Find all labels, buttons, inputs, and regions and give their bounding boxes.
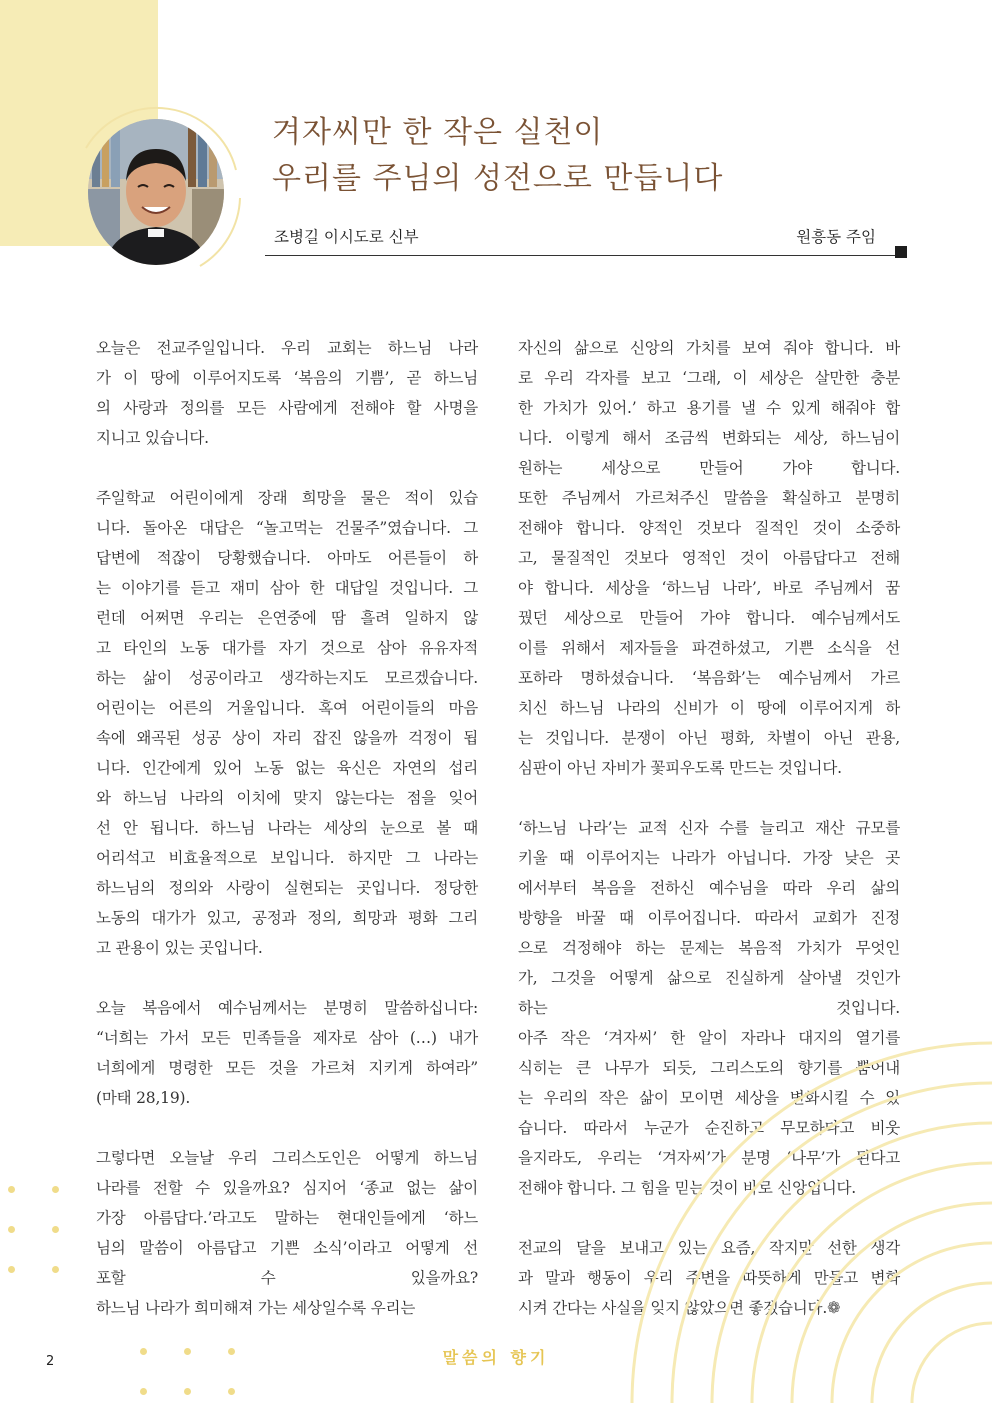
body-text-line: 포하라 명하셨습니다. ‘복음화’는 예수님께서 가르 xyxy=(518,669,900,687)
body-text-line: 가장 아름답다.’라고도 말하는 현대인들에게 ‘하느 xyxy=(96,1209,478,1227)
divider-square-mark xyxy=(895,246,907,258)
body-text-line: ‘하느님 나라’는 교적 신자 수를 늘리고 재산 규모를 xyxy=(518,819,900,837)
author-portrait xyxy=(88,119,224,265)
body-text-line: 하는 것입니다. xyxy=(518,999,900,1017)
body-text-line: 하는 삶이 성공이라고 생각하는지도 모르겠습니다. xyxy=(96,669,478,687)
body-text-line: 런데 어쩌면 우리는 은연중에 땀 흘려 일하지 않 xyxy=(96,609,478,627)
body-text-line: 선 안 됩니다. 하느님 나라는 세상의 눈으로 볼 때 xyxy=(96,819,478,837)
body-text-line: 그렇다면 오늘날 우리 그리스도인은 어떻게 하느님 xyxy=(96,1149,478,1167)
decorative-dot xyxy=(52,1186,59,1193)
body-text-line: 에서부터 복음을 전하신 예수님을 따라 우리 삶의 xyxy=(518,879,900,897)
body-text-line: 속에 왜곡된 성공 상이 자리 잡진 않을까 걱정이 됩 xyxy=(96,729,478,747)
body-text-line: 오늘은 전교주일입니다. 우리 교회는 하느님 나라 xyxy=(96,339,478,357)
body-text-line: 나라를 전할 수 있을까요? 심지어 ‘종교 없는 삶이 xyxy=(96,1179,478,1197)
body-text-line: 와 하느님 나라의 이치에 맞지 않는다는 점을 잊어 xyxy=(96,789,478,807)
body-text-line: 지니고 있습니다. xyxy=(96,429,209,447)
body-text-line: 치신 하느님 나라의 신비가 이 땅에 이루어지게 하 xyxy=(518,699,900,717)
body-text-line: 꿨던 세상으로 만들어 가야 합니다. 예수님께서도 xyxy=(518,609,900,627)
decorative-dot xyxy=(8,1186,15,1193)
body-text-line: 니다. 돌아온 대답은 “놀고먹는 건물주”였습니다. 그 xyxy=(96,519,478,537)
body-text-line: 하느님의 정의와 사랑이 실현되는 곳입니다. 정당한 xyxy=(96,879,478,897)
decorative-dot xyxy=(8,1266,15,1273)
body-text-line: 심판이 아닌 자비가 꽃피우도록 만드는 것입니다. xyxy=(518,759,842,777)
body-text-line: 방향을 바꿀 때 이루어집니다. 따라서 교회가 진정 xyxy=(518,909,900,927)
decorative-dot xyxy=(140,1388,147,1395)
decorative-dot xyxy=(184,1388,191,1395)
header-divider xyxy=(265,255,895,256)
body-text-line: 시켜 간다는 사실을 잊지 않았으면 좋겠습니다.❁ xyxy=(518,1293,900,1323)
body-text-line: 을지라도, 우리는 ‘겨자씨’가 분명 ‘나무’가 된다고 xyxy=(518,1149,900,1167)
body-text-line: “너희는 가서 모든 민족들을 제자로 삼아 (…) 내가 xyxy=(96,1029,478,1047)
body-text-line: 어린이는 어른의 거울입니다. 혹여 어린이들의 마음 xyxy=(96,699,478,717)
article-title-line-2: 우리를 주님의 성전으로 만듭니다 xyxy=(272,161,724,196)
article-title-line-1: 겨자씨만 한 작은 실천이 xyxy=(272,115,604,150)
body-text-line: 전해야 합니다. 양적인 것보다 질적인 것이 소중하 xyxy=(518,519,900,537)
author-photo-illustration xyxy=(88,119,224,265)
decorative-dot xyxy=(228,1388,235,1395)
body-text-line: 또한 주님께서 가르쳐주신 말씀을 확실하고 분명히 xyxy=(518,489,900,507)
body-text-line: 님의 말씀이 아름답고 기쁜 소식’이라고 어떻게 선 xyxy=(96,1239,478,1257)
body-text-line: 너희에게 명령한 모든 것을 가르쳐 지키게 하여라” xyxy=(96,1059,478,1077)
article-title xyxy=(272,110,872,202)
paragraph-gap xyxy=(96,453,478,483)
article-end-icon: ❁ xyxy=(827,1298,841,1317)
paragraph-gap xyxy=(96,1113,478,1143)
footer-section-title: 말씀의 향기 xyxy=(442,1348,550,1367)
paragraph-gap xyxy=(518,783,900,813)
body-text-line: 식히는 큰 나무가 되듯, 그리스도의 향기를 뿜어내 xyxy=(518,1059,900,1077)
page-number: 2 xyxy=(46,1354,55,1369)
body-text-line: 전해야 합니다. 그 힘을 믿는 것이 바로 신앙입니다. xyxy=(518,1179,857,1197)
body-text-line: 으로 걱정해야 하는 문제는 복음적 가치가 무엇인 xyxy=(518,939,900,957)
body-text-line: 야 합니다. 세상을 ‘하느님 나라’, 바로 주님께서 꿈 xyxy=(518,579,900,597)
body-text-line: (마태 28,19). xyxy=(96,1089,191,1107)
body-text-line: 고, 물질적인 것보다 영적인 것이 아름답다고 전해 xyxy=(518,549,900,567)
body-text-line: 포할 수 있을까요? xyxy=(96,1269,478,1287)
body-text-line: 주일학교 어린이에게 장래 희망을 물은 적이 있습 xyxy=(96,489,478,507)
paragraph-gap xyxy=(96,963,478,993)
body-text-line: 원하는 세상으로 만들어 가야 합니다. xyxy=(518,459,900,477)
body-text-line: 이를 위해서 제자들을 파견하셨고, 기쁜 소식을 선 xyxy=(518,639,900,657)
decorative-dot xyxy=(8,1226,15,1233)
body-text-line: 로 우리 각자를 보고 ‘그래, 이 세상은 살만한 충분 xyxy=(518,369,900,387)
body-text-line: 과 말과 행동이 우리 주변을 따뜻하게 만들고 변화 xyxy=(518,1269,900,1287)
author-position: 원흥동 주임 xyxy=(796,228,876,246)
decorative-dot xyxy=(52,1266,59,1273)
body-text-line: 전교의 달을 보내고 있는 요즘, 작지만 선한 생각 xyxy=(518,1239,900,1257)
body-text-line: 는 것입니다. 분쟁이 아닌 평화, 차별이 아닌 관용, xyxy=(518,729,900,747)
body-text-line: 하느님 나라가 희미해져 가는 세상일수록 우리는 xyxy=(96,1299,416,1317)
author-name: 조병길 이시도로 신부 xyxy=(274,228,419,246)
body-text-line: 키울 때 이루어지는 나라가 아닙니다. 가장 낮은 곳 xyxy=(518,849,900,867)
body-text-line: 는 우리의 작은 삶이 모이면 세상을 변화시킬 수 있 xyxy=(518,1089,900,1107)
body-text-line: 고 타인의 노동 대가를 자기 것으로 삼아 유유자적 xyxy=(96,639,478,657)
body-text-line: 자신의 삶으로 신앙의 가치를 보여 줘야 합니다. 바 xyxy=(518,339,900,357)
body-text-line: 답변에 적잖이 당황했습니다. 아마도 어른들이 하 xyxy=(96,549,478,567)
body-text-line: 고 관용이 있는 곳입니다. xyxy=(96,939,263,957)
body-text-line: 노동의 대가가 있고, 공정과 정의, 희망과 평화 그리 xyxy=(96,909,478,927)
body-column-right xyxy=(518,333,900,1323)
body-text-line: 어리석고 비효율적으로 보입니다. 하지만 그 나라는 xyxy=(96,849,478,867)
body-text-line: 습니다. 따라서 누군가 순진하고 무모하다고 비웃 xyxy=(518,1119,900,1137)
decorative-dot xyxy=(52,1226,59,1233)
body-text-line: 한 가치가 있어.’ 하고 용기를 낼 수 있게 해줘야 합 xyxy=(518,399,900,417)
body-text-line: 니다. 인간에게 있어 노동 없는 육신은 자연의 섭리 xyxy=(96,759,478,777)
body-column-left xyxy=(96,333,478,1323)
body-text-line: 가, 그것을 어떻게 삶으로 진실하게 살아낼 것인가 xyxy=(518,969,900,987)
body-text-line: 는 이야기를 듣고 재미 삼아 한 대답일 것입니다. 그 xyxy=(96,579,478,597)
body-text-line: 오늘 복음에서 예수님께서는 분명히 말씀하십니다: xyxy=(96,999,478,1017)
paragraph-gap xyxy=(518,1203,900,1233)
body-text-line: 의 사랑과 정의를 모든 사람에게 전해야 할 사명을 xyxy=(96,399,478,417)
body-text-line: 아주 작은 ‘겨자씨’ 한 알이 자라나 대지의 열기를 xyxy=(518,1029,900,1047)
body-text-line: 니다. 이렇게 해서 조금씩 변화되는 세상, 하느님이 xyxy=(518,429,900,447)
body-text-line: 가 이 땅에 이루어지도록 ‘복음의 기쁨’, 곧 하느님 xyxy=(96,369,478,387)
